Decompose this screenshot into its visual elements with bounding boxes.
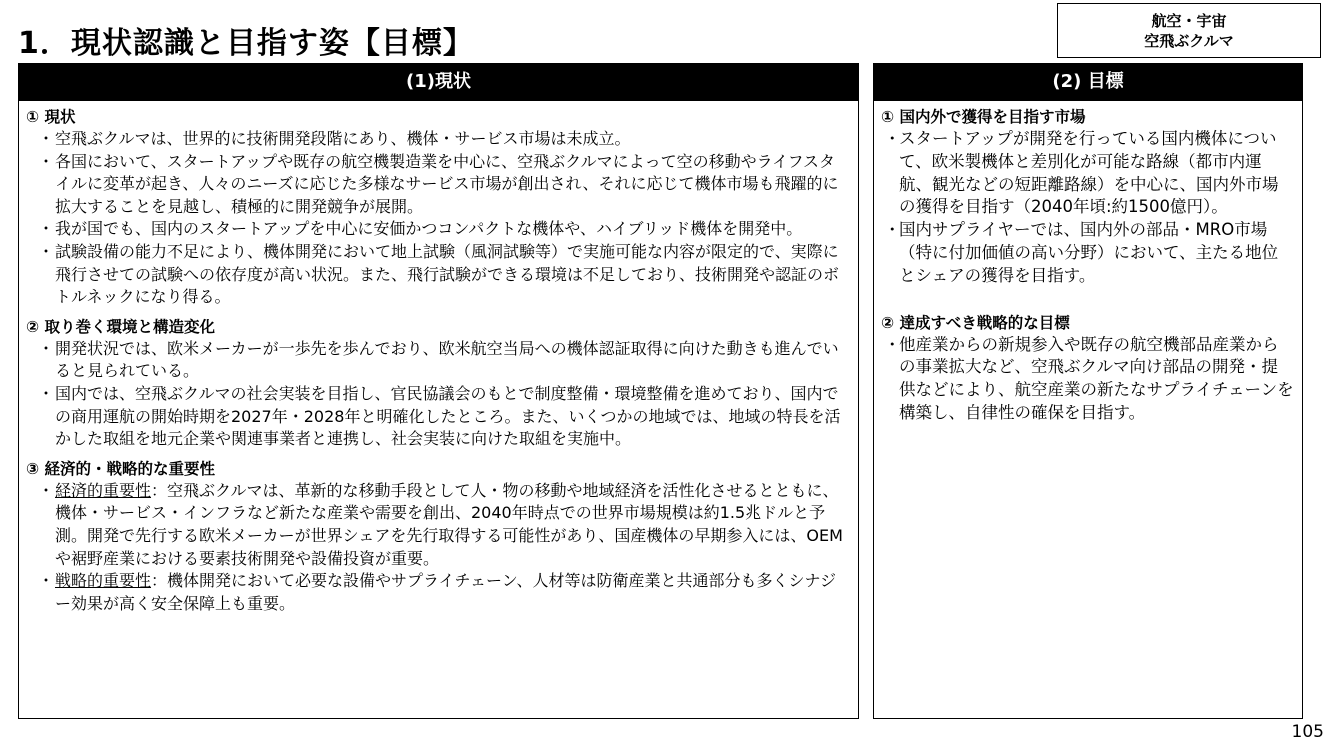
bullet-item	[26, 480, 850, 570]
bullet-item	[881, 128, 1294, 219]
bullet-item	[26, 570, 850, 615]
section-target-market-title: ① 国内外で獲得を目指す市場	[881, 108, 1086, 126]
bullet-text: 国内では、空飛ぶクルマの社会実装を目指し、官民協議会のもとで制度整備・環境整備を進めており、国内での商用運航の開始時期を2027年・2028年と明確化したところ。また、いくつかの地域では、地域の特長を活かした取組を地元企業や関連事業者と連携し、社会実装に向けた取組を実施中。	[55, 383, 841, 449]
section-strategic-goal-title: ② 達成すべき戦略的な目標	[881, 313, 1070, 332]
bullet-text: 国内サプライヤーでは、国内外の部品・MRO市場（特に付加価値の高い分野）において、主たる地位とシェアの獲得を目指す。	[899, 220, 1279, 285]
bullet-item	[26, 218, 850, 241]
bullet-item	[26, 151, 850, 219]
bullet-text: ：機体開発において必要な設備やサプライチェーン、人材等は防衛産業と共通部分も多くシナジー効果が高く安全保障上も重要。	[55, 571, 837, 613]
current-status-panel	[18, 63, 859, 719]
section-environment-title: ② 取り巻く環境と構造変化	[26, 317, 216, 336]
strategic-importance-label: 戦略的重要性	[55, 571, 152, 591]
section-current-status-title: ① 現状	[26, 108, 76, 126]
category-tag-line2: 空飛ぶクルマ	[1144, 31, 1234, 50]
bullet-dot: ・	[38, 219, 55, 239]
bullet-dot: ・	[38, 571, 55, 591]
page-number: 105	[1291, 722, 1324, 742]
bullet-item	[26, 338, 850, 383]
bullet-item	[881, 334, 1294, 425]
bullet-text: 空飛ぶクルマは、世界的に技術開発段階にあり、機体・サービス市場は未成立。	[55, 129, 631, 148]
bullet-text: スタートアップが開発を行っている国内機体について、欧米製機体と差別化が可能な路線（都市内運航、観光などの短距離路線）を中心に、国内外市場の獲得を目指す（2040年頃:約1500億円）。	[899, 129, 1279, 217]
current-status-body	[19, 101, 858, 615]
bullet-dot: ・	[38, 151, 55, 171]
bullet-dot: ・	[38, 129, 55, 148]
bullet-dot: ・	[38, 383, 55, 403]
bullet-dot: ・	[884, 220, 901, 240]
bullet-text: 他産業からの新規参入や既存の航空機部品産業からの事業拡大など、空飛ぶクルマ向け部品の開発・提供などにより、航空産業の新たなサプライチェーンを構築し、自律性の確保を目指す。	[899, 334, 1294, 422]
goals-body	[874, 101, 1302, 425]
bullet-dot: ・	[38, 480, 55, 500]
section-importance-title: ③ 経済的・戦略的な重要性	[26, 459, 216, 478]
page-title: 1．現状認識と目指す姿【目標】	[18, 26, 474, 61]
bullet-item	[26, 128, 850, 151]
bullet-text: 我が国でも、国内のスタートアップを中心に安価かつコンパクトな機体や、ハイブリッド機体を開発中。	[55, 219, 803, 239]
bullet-text: 試験設備の能力不足により、機体開発において地上試験（風洞試験等）で実施可能な内容が限定的で、実際に飛行させての試験への依存度が高い状況。また、飛行試験ができる環境は不足しており、技術開発や認証のボトルネックになり得る。	[55, 241, 840, 307]
bullet-item	[881, 219, 1294, 287]
bullet-text: ：空飛ぶクルマは、革新的な移動手段として人・物の移動や地域経済を活性化させるとともに、機体・サービス・インフラなど新たな産業や需要を創出、2040年時点での世界市場規模は約1.5兆ドルと予測。開発で先行する欧米メーカーが世界シェアを先行取得する可能性があり、国産機体の早期参入には、OEMや裾野産業における要素技術開発や設備投資が重要。	[55, 480, 843, 568]
bullet-item	[26, 383, 850, 451]
goals-header: (2) 目標	[874, 64, 1302, 101]
bullet-dot: ・	[884, 129, 901, 148]
bullet-item	[26, 241, 850, 309]
economic-importance-label: 経済的重要性	[55, 480, 152, 500]
current-status-header: (1)現状	[19, 64, 858, 101]
bullet-dot: ・	[38, 338, 55, 358]
category-tag	[1057, 3, 1321, 58]
bullet-dot: ・	[38, 241, 55, 261]
bullet-dot: ・	[884, 334, 901, 354]
category-tag-line1: 航空・宇宙	[1151, 11, 1227, 30]
bullet-text: 各国において、スタートアップや既存の航空機製造業を中心に、空飛ぶクルマによって空の移動やライフスタイルに変革が起き、人々のニーズに応じた多様なサービス市場が創出され、それに応じて機体市場も飛躍的に拡大することを見越し、積極的に開発競争が展開。	[55, 151, 839, 216]
bullet-text: 開発状況では、欧米メーカーが一歩先を歩んでおり、欧米航空当局への機体認証取得に向けた動きも進んでいると見られている。	[55, 338, 839, 381]
goals-panel	[873, 63, 1303, 719]
